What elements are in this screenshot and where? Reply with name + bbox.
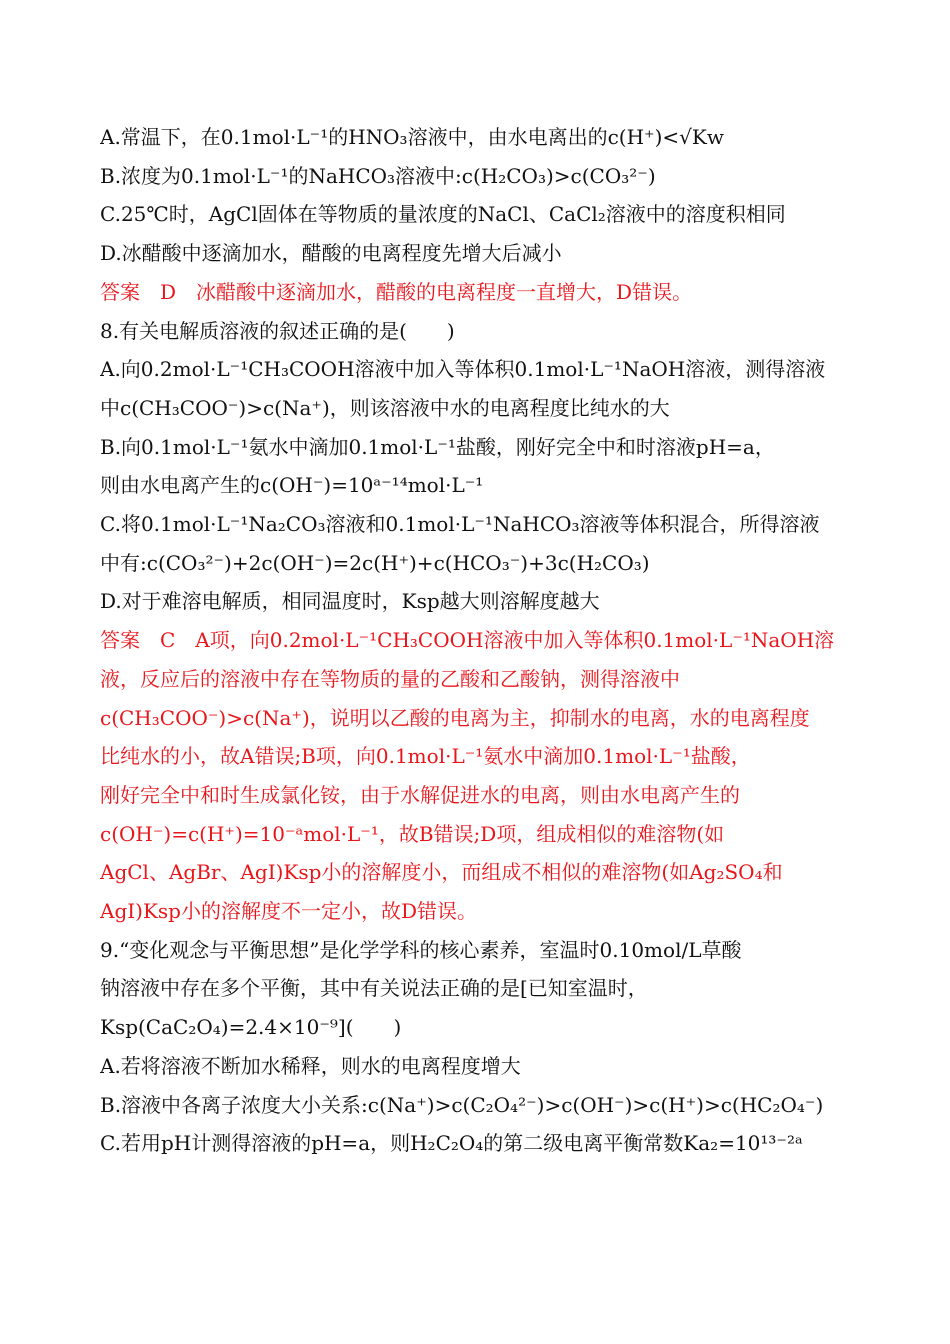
answer-line: c(OH⁻)=c(H⁺)=10⁻ᵃmol·L⁻¹，故B错误;D项，组成相似的难溶物(如 bbox=[100, 821, 725, 846]
text-line: Ksp(CaC₂O₄)=2.4×10⁻⁹]( ) bbox=[100, 1015, 402, 1040]
text-line: 钠溶液中存在多个平衡，其中有关说法正确的是[已知室温时， bbox=[100, 976, 648, 1001]
text-line: C.25℃时，AgCl固体在等物质的量浓度的NaCl、CaCl₂溶液中的溶度积相同 bbox=[100, 202, 786, 227]
text-line: D.对于难溶电解质，相同温度时，Ksp越大则溶解度越大 bbox=[100, 589, 600, 614]
text-line: 9.“变化观念与平衡思想”是化学学科的核心素养，室温时0.10mol/L草酸 bbox=[100, 937, 742, 962]
text-line: A.向0.2mol·L⁻¹CH₃COOH溶液中加入等体积0.1mol·L⁻¹NaOH溶液，测得溶液 bbox=[100, 357, 826, 382]
text-line: D.冰醋酸中逐滴加水，醋酸的电离程度先增大后减小 bbox=[100, 241, 562, 266]
answer-line: 答案 D 冰醋酸中逐滴加水，醋酸的电离程度一直增大，D错误。 bbox=[100, 279, 693, 304]
text-line: A.若将溶液不断加水稀释，则水的电离程度增大 bbox=[100, 1053, 521, 1078]
answer-line: 刚好完全中和时生成氯化铵，由于水解促进水的电离，则由水电离产生的 bbox=[100, 782, 740, 807]
text-line: B.向0.1mol·L⁻¹氨水中滴加0.1mol·L⁻¹盐酸，刚好完全中和时溶液pH=a， bbox=[100, 434, 775, 459]
text-line: B.浓度为0.1mol·L⁻¹的NaHCO₃溶液中:c(H₂CO₃)>c(CO₃²⁻) bbox=[100, 163, 656, 188]
text-line: 中c(CH₃COO⁻)>c(Na⁺)，则该溶液中水的电离程度比纯水的大 bbox=[100, 395, 670, 420]
text-line: C.将0.1mol·L⁻¹Na₂CO₃溶液和0.1mol·L⁻¹NaHCO₃溶液等体积混合，所得溶液 bbox=[100, 512, 820, 537]
answer-line: 比纯水的小，故A错误;B项，向0.1mol·L⁻¹氨水中滴加0.1mol·L⁻¹盐酸， bbox=[100, 744, 751, 769]
answer-line: 答案 C A项，向0.2mol·L⁻¹CH₃COOH溶液中加入等体积0.1mol·L⁻¹NaOH溶 bbox=[100, 628, 835, 653]
answer-line: AgI)Ksp小的溶解度不一定小，故D错误。 bbox=[100, 899, 477, 924]
text-line: A.常温下，在0.1mol·L⁻¹的HNO₃溶液中，由水电离出的c(H⁺)<√Kw bbox=[100, 125, 724, 149]
answer-line: AgCl、AgBr、AgI)Ksp小的溶解度小，而组成不相似的难溶物(如Ag₂SO₄和 bbox=[100, 860, 783, 885]
text-line: 则由水电离产生的c(OH⁻)=10ᵃ⁻¹⁴mol·L⁻¹ bbox=[100, 473, 484, 498]
text-line: B.溶液中各离子浓度大小关系:c(Na⁺)>c(C₂O₄²⁻)>c(OH⁻)>c(H⁺)>c(HC₂O₄⁻) bbox=[100, 1092, 824, 1117]
text-line: 中有:c(CO₃²⁻)+2c(OH⁻)=2c(H⁺)+c(HCO₃⁻)+3c(H₂CO₃) bbox=[100, 550, 650, 575]
answer-line: 液，反应后的溶液中存在等物质的量的乙酸和乙酸钠，测得溶液中 bbox=[100, 666, 680, 691]
text-line: 8.有关电解质溶液的叙述正确的是( ) bbox=[100, 318, 455, 343]
answer-line: c(CH₃COO⁻)>c(Na⁺)，说明以乙酸的电离为主，抑制水的电离，水的电离程度 bbox=[100, 705, 810, 730]
text-line: C.若用pH计测得溶液的pH=a，则H₂C₂O₄的第二级电离平衡常数Ka₂=10¹³⁻²ᵃ bbox=[100, 1131, 803, 1156]
document-content bbox=[100, 118, 850, 1163]
